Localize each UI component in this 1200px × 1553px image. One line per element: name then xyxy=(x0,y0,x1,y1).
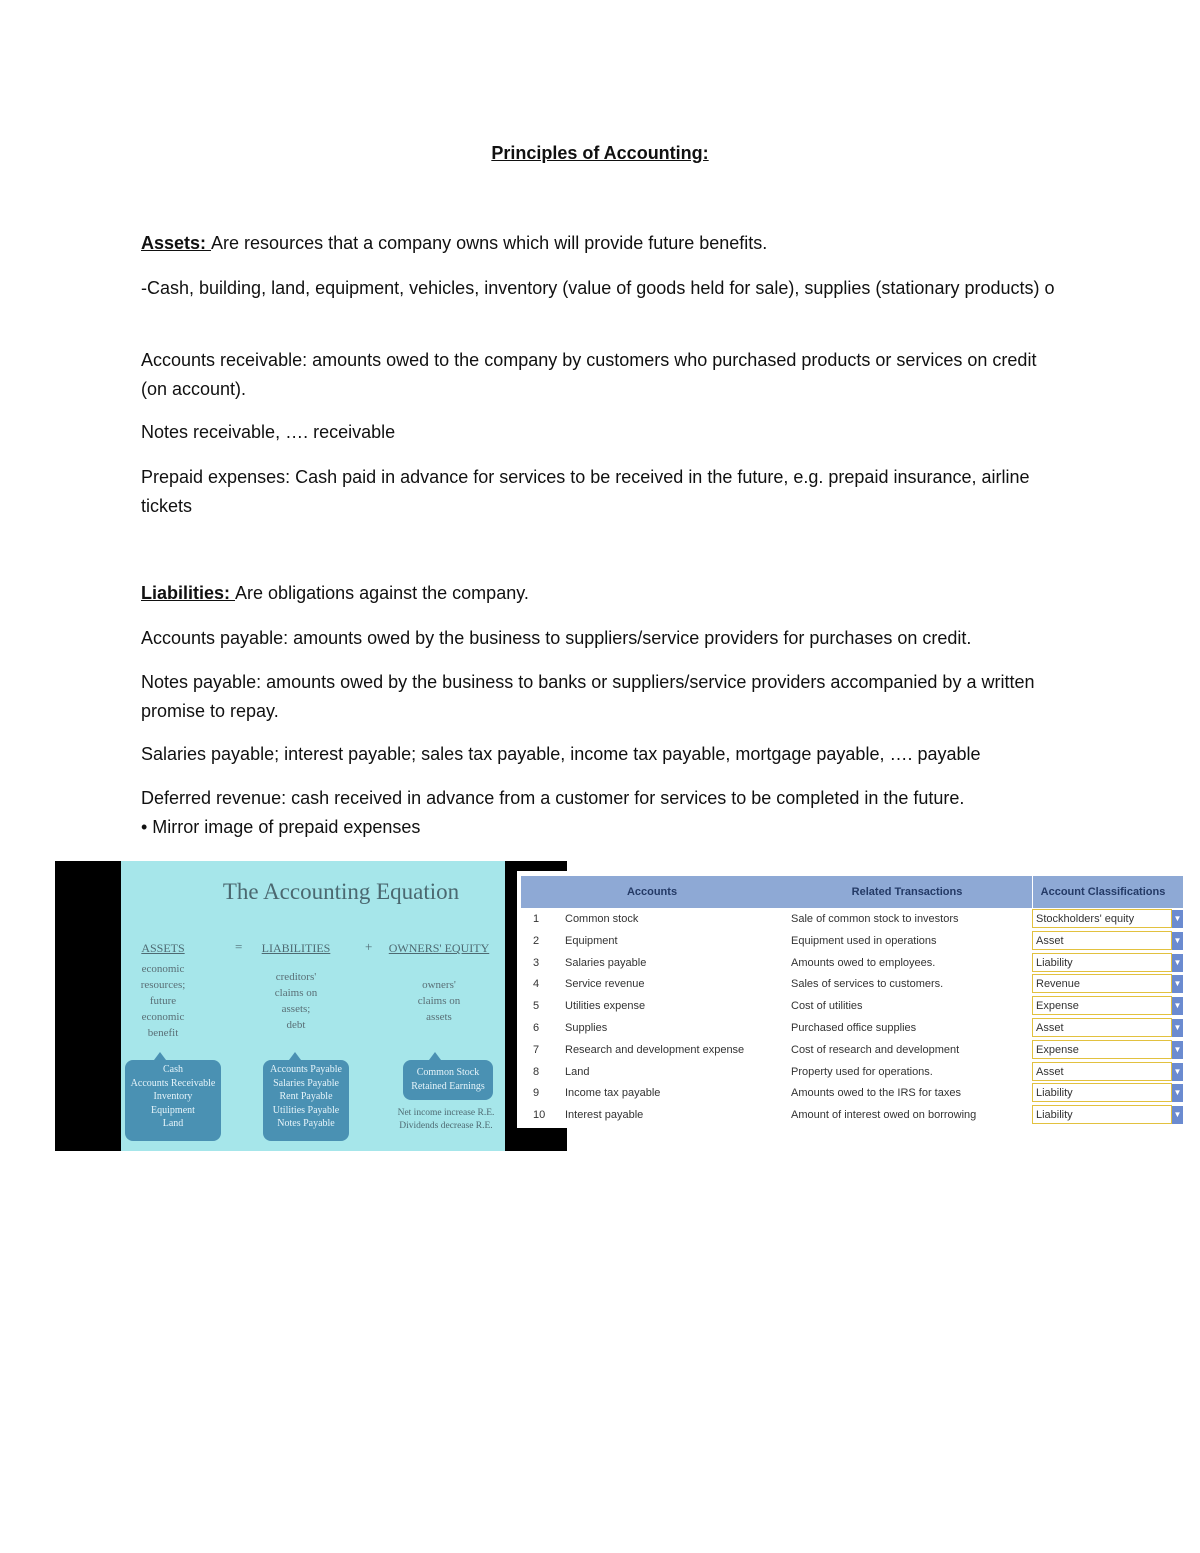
related-transaction: Sales of services to customers. xyxy=(791,978,944,991)
classification-select[interactable]: Expense xyxy=(1032,996,1172,1015)
assets-arrow-icon xyxy=(154,1052,166,1060)
account-name: Research and development expense xyxy=(565,1043,745,1056)
assets-description-line: benefit xyxy=(147,1027,179,1039)
row-number: 3 xyxy=(533,956,540,969)
account-name: Common stock xyxy=(565,913,639,925)
liabilities-description-line: assets; xyxy=(281,1003,311,1015)
classification-select[interactable]: Stockholders' equity xyxy=(1032,909,1172,928)
liabilities-description-line: creditors' xyxy=(275,971,317,983)
page-title: Principles of Accounting: xyxy=(491,143,709,163)
account-name: Income tax payable xyxy=(565,1087,661,1100)
table-row xyxy=(521,1040,1183,1062)
accounting-equation-slide xyxy=(121,861,561,1151)
classification-select[interactable]: Asset xyxy=(1032,1018,1172,1037)
liabilities-arrow-icon xyxy=(289,1052,301,1060)
classification-select[interactable]: Liability xyxy=(1032,1105,1172,1124)
classification-select[interactable]: Asset xyxy=(1032,931,1172,950)
liabilities-example-item: Notes Payable xyxy=(277,1118,335,1129)
assets-description-line: resources; xyxy=(140,979,186,991)
table-row xyxy=(521,1018,1183,1040)
owners-equity-label: OWNERS' EQUITY xyxy=(388,941,490,955)
equity-example-item: Retained Earnings xyxy=(411,1080,485,1092)
row-number: 9 xyxy=(533,1087,540,1100)
related-transaction: Sale of common stock to investors xyxy=(791,913,959,925)
chevron-down-icon[interactable]: ▼ xyxy=(1172,954,1183,972)
accounting-equation-image xyxy=(55,861,567,1151)
related-transaction: Purchased office supplies xyxy=(791,1022,917,1034)
liabilities-examples-box xyxy=(263,1060,349,1141)
classification-select[interactable]: Liability xyxy=(1032,953,1172,972)
row-number: 10 xyxy=(533,1109,546,1122)
table-row xyxy=(521,974,1183,996)
table-row xyxy=(521,953,1183,975)
related-transaction: Equipment used in operations xyxy=(791,934,937,947)
assets-examples-box xyxy=(125,1060,221,1141)
classification-select[interactable]: Asset xyxy=(1032,1062,1172,1081)
account-name: Interest payable xyxy=(565,1109,644,1122)
assets-example-item: Accounts Receivable xyxy=(130,1077,216,1089)
account-name: Supplies xyxy=(565,1022,608,1034)
mirror-image-note: • Mirror image of prepaid expenses xyxy=(141,817,421,837)
assets-description-line: economic xyxy=(141,963,185,975)
deferred-revenue-paragraph: Deferred revenue: cash received in advance from a customer for services to be completed in the future. xyxy=(141,788,965,808)
assets-description-line: economic xyxy=(141,1011,185,1023)
equity-description-line: owners' xyxy=(422,979,456,991)
account-name: Utilities expense xyxy=(565,1000,646,1013)
related-transaction: Property used for operations. xyxy=(791,1065,933,1078)
related-transaction: Amount of interest owed on borrowing xyxy=(791,1109,977,1122)
liabilities-description-line: claims on xyxy=(274,987,318,999)
chevron-down-icon[interactable]: ▼ xyxy=(1172,1084,1183,1102)
accounts-table-image xyxy=(517,871,1183,1128)
related-transaction: Amounts owed to employees. xyxy=(791,956,936,969)
related-transaction: Cost of utilities xyxy=(791,1000,863,1013)
plus-sign: + xyxy=(365,939,373,954)
classification-select[interactable]: Liability xyxy=(1032,1083,1172,1102)
accounts-receivable-paragraph: Accounts receivable: amounts owed to the company by customers who purchased products or services on credit (on account). xyxy=(141,350,1037,399)
assets-list: -Cash, building, land, equipment, vehicles, inventory (value of goods held for sale), supplies (stationary products) o xyxy=(141,278,1055,298)
liabilities-example-item: Salaries Payable xyxy=(273,1077,339,1089)
assets-paragraph xyxy=(141,229,1066,258)
notes-receivable-paragraph: Notes receivable, …. receivable xyxy=(141,422,396,442)
equity-notes xyxy=(379,1107,513,1133)
liabilities-description-line: debt xyxy=(286,1019,306,1031)
table-row xyxy=(521,1083,1183,1105)
table-row xyxy=(521,1062,1183,1084)
other-payables-paragraph: Salaries payable; interest payable; sales tax payable, income tax payable, mortgage payable, …. payable xyxy=(141,744,981,764)
notes-payable-paragraph: Notes payable: amounts owed by the business to banks or suppliers/service providers accompanied by a written promise to repay. xyxy=(141,672,1035,721)
assets-description-line: future xyxy=(149,995,177,1007)
liabilities-example-item: Utilities Payable xyxy=(272,1104,340,1116)
account-name: Land xyxy=(565,1065,590,1078)
equity-arrow-icon xyxy=(429,1052,441,1060)
row-number: 7 xyxy=(533,1043,540,1056)
table-row xyxy=(521,996,1183,1018)
chevron-down-icon[interactable]: ▼ xyxy=(1172,932,1183,950)
liabilities-label: LIABILITIES xyxy=(261,941,331,955)
chevron-down-icon[interactable]: ▼ xyxy=(1172,1041,1183,1059)
classification-select[interactable]: Revenue xyxy=(1032,974,1172,993)
row-number: 8 xyxy=(533,1065,540,1078)
chevron-down-icon[interactable]: ▼ xyxy=(1172,1106,1183,1124)
classification-select[interactable]: Expense xyxy=(1032,1040,1172,1059)
equity-note-line: Dividends decrease R.E. xyxy=(399,1121,493,1131)
assets-description xyxy=(125,961,201,1041)
chevron-down-icon[interactable]: ▼ xyxy=(1172,1019,1183,1037)
header-account-classifications: Account Classifications xyxy=(1032,876,1173,908)
assets-label: ASSETS xyxy=(141,941,185,955)
liabilities-example-item: Accounts Payable xyxy=(270,1064,342,1075)
equity-examples-box xyxy=(403,1060,493,1100)
row-number: 1 xyxy=(533,913,540,925)
assets-example-item: Land xyxy=(162,1118,184,1129)
liabilities-definition: Are obligations against the company. xyxy=(235,583,529,603)
liabilities-description xyxy=(259,969,333,1033)
chevron-down-icon[interactable]: ▼ xyxy=(1172,910,1183,928)
row-number: 4 xyxy=(533,978,540,991)
related-transaction: Amounts owed to the IRS for taxes xyxy=(791,1087,961,1100)
related-transaction: Cost of research and development xyxy=(791,1043,960,1056)
liabilities-heading: Liabilities: xyxy=(141,583,236,603)
account-name: Service revenue xyxy=(565,978,645,991)
table-header xyxy=(521,876,1183,908)
equals-sign: = xyxy=(235,939,243,954)
header-related-transactions: Related Transactions xyxy=(851,886,963,898)
row-number: 6 xyxy=(533,1022,540,1034)
prepaid-expenses-paragraph: Prepaid expenses: Cash paid in advance for services to be received in the future, e.g. prepaid insurance, airline tickets xyxy=(141,467,1030,516)
equity-description-line: claims on xyxy=(417,995,461,1007)
row-number: 2 xyxy=(533,934,540,947)
accounts-payable-paragraph: Accounts payable: amounts owed by the business to suppliers/service providers for purchases on credit. xyxy=(141,628,972,648)
chevron-down-icon[interactable]: ▼ xyxy=(1172,1063,1183,1081)
equity-example-item: Common Stock xyxy=(416,1067,480,1078)
account-name: Equipment xyxy=(565,934,618,947)
assets-heading: Assets: xyxy=(141,233,212,253)
assets-definition: Are resources that a company owns which will provide future benefits. xyxy=(211,233,768,253)
liabilities-paragraph xyxy=(141,579,1066,608)
table-row xyxy=(521,1105,1183,1127)
table-row xyxy=(521,931,1183,953)
account-name: Salaries payable xyxy=(565,956,647,969)
chevron-down-icon[interactable]: ▼ xyxy=(1172,975,1183,993)
assets-example-item: Cash xyxy=(163,1064,183,1075)
row-number: 5 xyxy=(533,1000,540,1013)
equity-description-line: assets xyxy=(426,1011,452,1023)
table-row xyxy=(521,909,1183,931)
liabilities-example-item: Rent Payable xyxy=(279,1091,333,1102)
equity-description xyxy=(401,977,477,1025)
header-accounts: Accounts xyxy=(626,886,678,898)
chevron-down-icon[interactable]: ▼ xyxy=(1172,997,1183,1015)
equation-title: The Accounting Equation xyxy=(222,879,460,904)
equity-note-line: Net income increase R.E. xyxy=(397,1108,495,1118)
assets-example-item: Equipment xyxy=(151,1104,195,1116)
assets-example-item: Inventory xyxy=(153,1091,193,1102)
